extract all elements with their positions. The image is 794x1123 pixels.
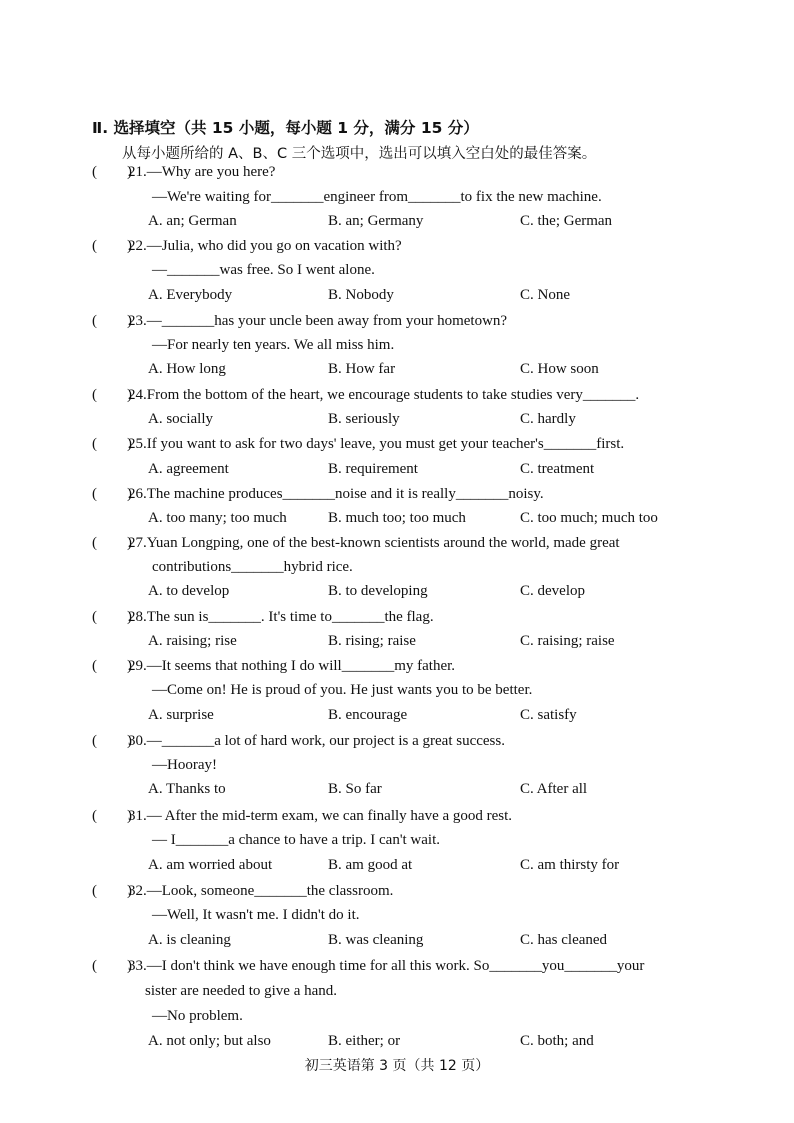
answer-paren[interactable]: ( ) [92, 238, 132, 254]
question-stem: 30.—_______a lot of hard work, our project is a great success. [128, 733, 505, 749]
section-title: Ⅱ. 选择填空（共 15 小题，每小题 1 分，满分 15 分） [92, 119, 479, 137]
option-c: C. hardly [520, 411, 576, 427]
answer-paren[interactable]: ( ) [92, 313, 132, 329]
option-a: A. surprise [148, 707, 214, 723]
answer-paren[interactable]: ( ) [92, 958, 132, 974]
question-line: —_______was free. So I went alone. [152, 262, 375, 278]
question-stem: 31.— After the mid-term exam, we can finally have a good rest. [128, 808, 513, 824]
question-stem: 21.—Why are you here? [128, 164, 276, 180]
option-c: C. develop [520, 583, 585, 599]
question-stem: 23.—_______has your uncle been away from your hometown? [128, 313, 508, 329]
option-b: B. am good at [328, 857, 413, 873]
option-a: A. socially [148, 411, 213, 427]
question-stem: 28.The sun is_______. It's time to_______the flag. [128, 609, 434, 625]
question-line: contributions_______hybrid rice. [152, 559, 353, 575]
answer-paren[interactable]: ( ) [92, 436, 132, 452]
option-a: A. raising; rise [148, 633, 237, 649]
option-c: C. too much; much too [520, 510, 658, 526]
question-stem: 33.—I don't think we have enough time for all this work. So_______you_______your [128, 958, 645, 974]
option-a: A. Everybody [148, 287, 233, 303]
section-instruction: 从每小题所给的 A、B、C 三个选项中，选出可以填入空白处的最佳答案。 [122, 146, 597, 162]
question-line: —We're waiting for_______engineer from_______to fix the new machine. [152, 189, 602, 205]
option-c: C. After all [520, 781, 588, 797]
option-a: A. is cleaning [148, 932, 231, 948]
option-c: C. both; and [520, 1033, 594, 1049]
page-footer: 初三英语第 3 页（共 12 页） [304, 1058, 490, 1074]
option-b: B. was cleaning [328, 932, 424, 948]
question-stem: 29.—It seems that nothing I do will_______my father. [128, 658, 456, 674]
question-line: —No problem. [152, 1008, 243, 1024]
question-stem: 25.If you want to ask for two days' leave, you must get your teacher's_______first. [128, 436, 625, 452]
option-b: B. rising; raise [328, 633, 416, 649]
question-line: —Well, It wasn't me. I didn't do it. [152, 907, 360, 923]
option-a: A. not only; but also [148, 1033, 271, 1049]
answer-paren[interactable]: ( ) [92, 387, 132, 403]
option-c: C. am thirsty for [520, 857, 620, 873]
option-a: A. too many; too much [148, 510, 287, 526]
answer-paren[interactable]: ( ) [92, 883, 132, 899]
option-b: B. seriously [328, 411, 400, 427]
option-c: C. has cleaned [520, 932, 608, 948]
option-a: A. Thanks to [148, 781, 226, 797]
option-b: B. to developing [328, 583, 428, 599]
answer-paren[interactable]: ( ) [92, 808, 132, 824]
answer-paren[interactable]: ( ) [92, 535, 132, 551]
question-line: —Hooray! [152, 757, 217, 773]
answer-paren[interactable]: ( ) [92, 733, 132, 749]
question-line: sister are needed to give a hand. [145, 983, 338, 999]
question-stem: 32.—Look, someone_______the classroom. [128, 883, 394, 899]
option-a: A. How long [148, 361, 226, 377]
question-stem: 27.Yuan Longping, one of the best-known scientists around the world, made great [128, 535, 620, 551]
question-stem: 24.From the bottom of the heart, we encourage students to take studies very_______. [128, 387, 640, 403]
option-c: C. None [520, 287, 570, 303]
question-line: —Come on! He is proud of you. He just wants you to be better. [152, 682, 533, 698]
option-a: A. to develop [148, 583, 230, 599]
option-b: B. either; or [328, 1033, 401, 1049]
option-b: B. an; Germany [328, 213, 424, 229]
answer-paren[interactable]: ( ) [92, 609, 132, 625]
option-c: C. the; German [520, 213, 613, 229]
option-a: A. agreement [148, 461, 229, 477]
question-line: — I_______a chance to have a trip. I can't wait. [152, 832, 441, 848]
option-b: B. much too; too much [328, 510, 466, 526]
question-stem: 22.—Julia, who did you go on vacation with? [128, 238, 402, 254]
option-b: B. requirement [328, 461, 418, 477]
answer-paren[interactable]: ( ) [92, 658, 132, 674]
option-b: B. Nobody [328, 287, 394, 303]
option-b: B. encourage [328, 707, 408, 723]
option-a: A. an; German [148, 213, 237, 229]
option-b: B. So far [328, 781, 382, 797]
answer-paren[interactable]: ( ) [92, 164, 132, 180]
option-b: B. How far [328, 361, 396, 377]
option-c: C. treatment [520, 461, 595, 477]
option-a: A. am worried about [148, 857, 273, 873]
question-line: —For nearly ten years. We all miss him. [152, 337, 395, 353]
option-c: C. raising; raise [520, 633, 615, 649]
question-stem: 26.The machine produces_______noise and it is really_______noisy. [128, 486, 544, 502]
option-c: C. How soon [520, 361, 599, 377]
option-c: C. satisfy [520, 707, 577, 723]
answer-paren[interactable]: ( ) [92, 486, 132, 502]
